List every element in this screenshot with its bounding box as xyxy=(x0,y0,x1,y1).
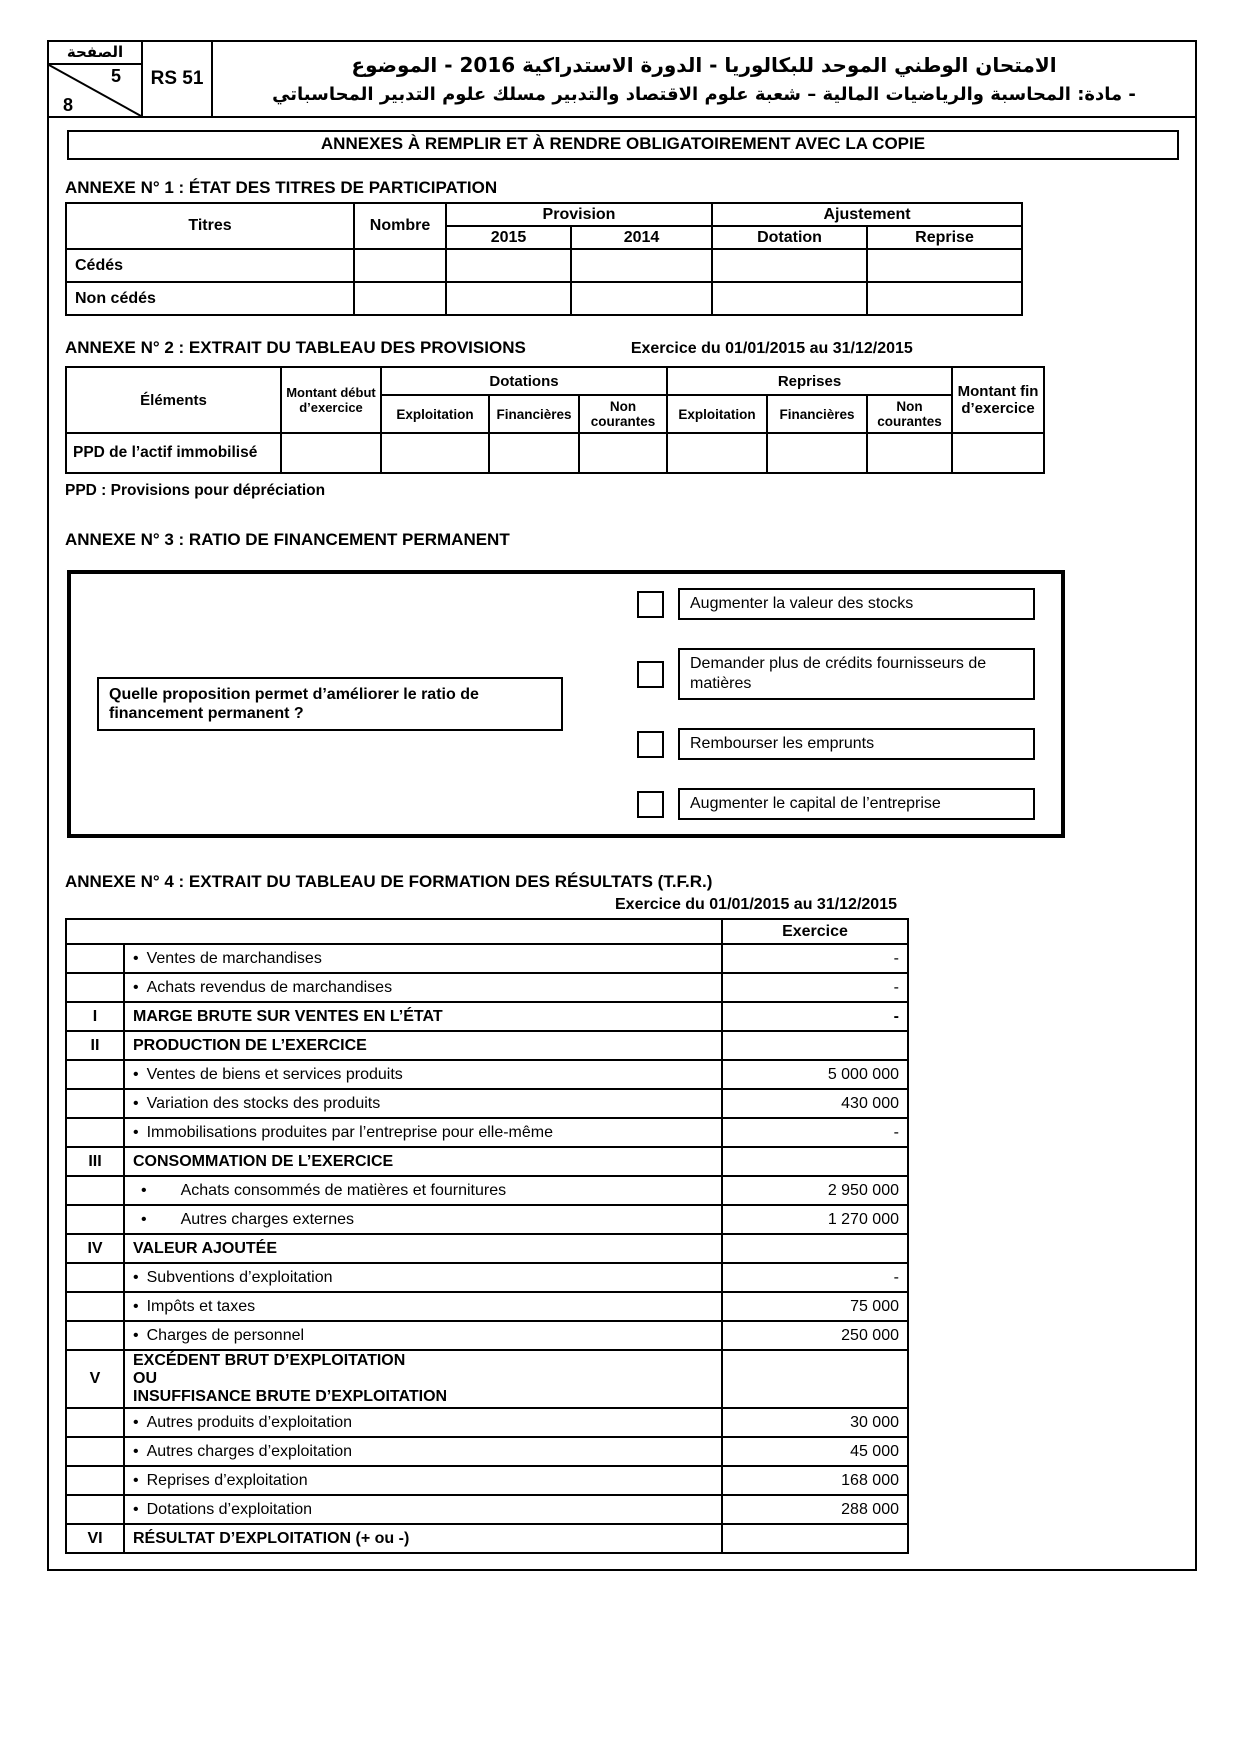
current-page-number: 5 xyxy=(110,66,121,86)
tfr-row xyxy=(66,1089,908,1118)
tfr-row xyxy=(66,1147,908,1176)
tfr-roman-numeral: VI xyxy=(66,1524,124,1553)
tfr-label: • Variation des stocks des produits xyxy=(124,1089,722,1118)
tfr-row xyxy=(66,1060,908,1089)
row-label-cedes: Cédés xyxy=(66,249,354,282)
tfr-value: - xyxy=(722,1002,908,1031)
col-reprise: Reprise xyxy=(867,226,1022,249)
col-nombre: Nombre xyxy=(354,203,446,249)
col-ajustement: Ajustement xyxy=(712,203,1022,226)
tfr-label: • Achats consommés de matières et fournitures xyxy=(124,1176,722,1205)
table-row xyxy=(66,282,1022,315)
annexes-banner: ANNEXES À REMPLIR ET À RENDRE OBLIGATOIREMENT AVEC LA COPIE xyxy=(67,130,1179,160)
ratio-option-row xyxy=(637,788,1035,820)
annexe4-period: Exercice du 01/01/2015 au 31/12/2015 xyxy=(615,896,897,913)
tfr-value xyxy=(722,1031,908,1060)
exam-title-line2: - مادة: المحاسبة والرياضيات المالية – شعبة علوم الاقتصاد والتدبير مسلك علوم التدبير المحاسباتي xyxy=(272,84,1136,105)
tfr-label: RÉSULTAT D’EXPLOITATION (+ ou -) xyxy=(124,1524,722,1553)
ratio-option-row xyxy=(637,648,1035,700)
tfr-row xyxy=(66,1002,908,1031)
page-content xyxy=(49,118,1195,1554)
fill-in-cell[interactable] xyxy=(571,249,712,282)
tfr-value: 250 000 xyxy=(722,1321,908,1350)
tfr-label: • Autres produits d’exploitation xyxy=(124,1408,722,1437)
tfr-roman-numeral: V xyxy=(66,1350,124,1408)
col-dotations-exploitation: Exploitation xyxy=(381,395,489,433)
exam-header xyxy=(49,42,1195,118)
tfr-value: 75 000 xyxy=(722,1292,908,1321)
col-reprises-exploitation: Exploitation xyxy=(667,395,767,433)
tfr-header-exercice: Exercice xyxy=(722,919,908,944)
fill-in-cell[interactable] xyxy=(579,433,667,473)
tfr-roman-numeral xyxy=(66,1321,124,1350)
col-reprises-financieres: Financières xyxy=(767,395,867,433)
tfr-value: 430 000 xyxy=(722,1089,908,1118)
tfr-roman-numeral xyxy=(66,1263,124,1292)
tfr-roman-numeral xyxy=(66,1118,124,1147)
tfr-roman-numeral xyxy=(66,1060,124,1089)
fill-in-cell[interactable] xyxy=(767,433,867,473)
ratio-option-label: Augmenter la valeur des stocks xyxy=(678,588,1035,620)
page-frame xyxy=(47,40,1197,1571)
tfr-roman-numeral xyxy=(66,1437,124,1466)
tfr-roman-numeral: IV xyxy=(66,1234,124,1263)
fill-in-cell[interactable] xyxy=(867,249,1022,282)
tfr-roman-numeral xyxy=(66,973,124,1002)
page-fraction xyxy=(49,65,141,116)
tfr-value xyxy=(722,1147,908,1176)
table-row xyxy=(66,249,1022,282)
tfr-label: • Dotations d’exploitation xyxy=(124,1495,722,1524)
tfr-roman-numeral xyxy=(66,944,124,973)
annexe3-title: ANNEXE N° 3 : RATIO DE FINANCEMENT PERMANENT xyxy=(65,530,510,549)
fill-in-cell[interactable] xyxy=(571,282,712,315)
tfr-row xyxy=(66,1118,908,1147)
fill-in-cell[interactable] xyxy=(952,433,1044,473)
tfr-value: 168 000 xyxy=(722,1466,908,1495)
col-dotations-non-courantes: Non courantes xyxy=(579,395,667,433)
col-2014: 2014 xyxy=(571,226,712,249)
tfr-value: 5 000 000 xyxy=(722,1060,908,1089)
col-dotation: Dotation xyxy=(712,226,867,249)
annexe2-period: Exercice du 01/01/2015 au 31/12/2015 xyxy=(630,340,913,357)
tfr-body xyxy=(66,944,908,1553)
tfr-value: 30 000 xyxy=(722,1408,908,1437)
total-pages-number: 8 xyxy=(63,95,74,115)
ratio-option-label: Augmenter le capital de l’entreprise xyxy=(678,788,1035,820)
tfr-label: • Autres charges d’exploitation xyxy=(124,1437,722,1466)
row-label-non-cedes: Non cédés xyxy=(66,282,354,315)
exam-title-block xyxy=(213,42,1195,116)
col-elements: Éléments xyxy=(66,367,281,433)
page-number-box xyxy=(49,42,143,116)
tfr-row xyxy=(66,1437,908,1466)
tfr-row xyxy=(66,1350,908,1408)
tfr-label: EXCÉDENT BRUT D’EXPLOITATION OU INSUFFISANCE BRUTE D’EXPLOITATION xyxy=(124,1350,722,1408)
fill-in-cell[interactable] xyxy=(446,282,571,315)
tfr-row xyxy=(66,1524,908,1553)
tfr-roman-numeral xyxy=(66,1292,124,1321)
tfr-label: • Ventes de marchandises xyxy=(124,944,722,973)
col-provision: Provision xyxy=(446,203,712,226)
provisions-table xyxy=(65,366,1045,474)
tfr-row xyxy=(66,1263,908,1292)
tfr-row xyxy=(66,1176,908,1205)
tfr-row xyxy=(66,1466,908,1495)
fill-in-cell[interactable] xyxy=(867,433,952,473)
annexe2-header-line xyxy=(65,338,1183,358)
ratio-question-pane xyxy=(71,574,631,834)
col-2015: 2015 xyxy=(446,226,571,249)
tfr-row xyxy=(66,1205,908,1234)
tfr-value: 2 950 000 xyxy=(722,1176,908,1205)
tfr-value: - xyxy=(722,1263,908,1292)
tfr-value: - xyxy=(722,944,908,973)
tfr-roman-numeral: II xyxy=(66,1031,124,1060)
ratio-option-checkbox[interactable] xyxy=(637,661,664,688)
tfr-label: • Impôts et taxes xyxy=(124,1292,722,1321)
ratio-question-box xyxy=(67,570,1065,838)
tfr-row xyxy=(66,1321,908,1350)
tfr-label: PRODUCTION DE L’EXERCICE xyxy=(124,1031,722,1060)
col-reprises-non-courantes: Non courantes xyxy=(867,395,952,433)
fill-in-cell[interactable] xyxy=(354,282,446,315)
col-dotations: Dotations xyxy=(381,367,667,395)
tfr-label: • Ventes de biens et services produits xyxy=(124,1060,722,1089)
tfr-row xyxy=(66,1408,908,1437)
tfr-row xyxy=(66,1031,908,1060)
table-row xyxy=(66,433,1044,473)
tfr-label: • Reprises d’exploitation xyxy=(124,1466,722,1495)
ratio-option-row xyxy=(637,588,1035,620)
tfr-header-empty xyxy=(66,919,722,944)
exam-code: RS 51 xyxy=(143,42,213,116)
tfr-label: • Charges de personnel xyxy=(124,1321,722,1350)
ratio-option-label: Rembourser les emprunts xyxy=(678,728,1035,760)
tfr-value: 45 000 xyxy=(722,1437,908,1466)
tfr-value xyxy=(722,1350,908,1408)
ratio-question: Quelle proposition permet d’améliorer le ratio de financement permanent ? xyxy=(97,677,563,731)
tfr-row xyxy=(66,944,908,973)
fill-in-cell[interactable] xyxy=(667,433,767,473)
tfr-table xyxy=(65,918,909,1554)
fill-in-cell[interactable] xyxy=(712,282,867,315)
ppd-footnote: PPD : Provisions pour dépréciation xyxy=(65,482,326,499)
tfr-label: • Immobilisations produites par l’entreprise pour elle-même xyxy=(124,1118,722,1147)
page-label: الصفحة xyxy=(49,42,141,65)
tfr-label: VALEUR AJOUTÉE xyxy=(124,1234,722,1263)
fill-in-cell[interactable] xyxy=(446,249,571,282)
fill-in-cell[interactable] xyxy=(281,433,381,473)
ratio-option-label: Demander plus de crédits fournisseurs de matières xyxy=(678,648,1035,700)
tfr-roman-numeral: III xyxy=(66,1147,124,1176)
tfr-label: CONSOMMATION DE L’EXERCICE xyxy=(124,1147,722,1176)
exam-title-line1: الامتحان الوطني الموحد للبكالوريا - الدورة الاستدراكية 2016 - الموضوع xyxy=(351,53,1057,77)
tfr-row xyxy=(66,1234,908,1263)
tfr-value: - xyxy=(722,973,908,1002)
annexe4-title: ANNEXE N° 4 : EXTRAIT DU TABLEAU DE FORMATION DES RÉSULTATS (T.F.R.) xyxy=(65,872,713,891)
tfr-roman-numeral xyxy=(66,1466,124,1495)
tfr-row xyxy=(66,1495,908,1524)
tfr-label: • Autres charges externes xyxy=(124,1205,722,1234)
ratio-option-checkbox[interactable] xyxy=(637,791,664,818)
fill-in-cell[interactable] xyxy=(381,433,489,473)
fill-in-cell[interactable] xyxy=(867,282,1022,315)
annexe2-title: ANNEXE N° 2 : EXTRAIT DU TABLEAU DES PROVISIONS xyxy=(65,338,526,357)
tfr-row xyxy=(66,973,908,1002)
ratio-options xyxy=(631,574,1061,834)
col-montant-fin: Montant fin d’exercice xyxy=(952,367,1044,433)
titres-participation-table xyxy=(65,202,1023,316)
tfr-roman-numeral xyxy=(66,1176,124,1205)
fill-in-cell[interactable] xyxy=(712,249,867,282)
tfr-label: • Subventions d’exploitation xyxy=(124,1263,722,1292)
col-dotations-financieres: Financières xyxy=(489,395,579,433)
tfr-value: 1 270 000 xyxy=(722,1205,908,1234)
tfr-roman-numeral: I xyxy=(66,1002,124,1031)
col-reprises: Reprises xyxy=(667,367,952,395)
tfr-label: • Achats revendus de marchandises xyxy=(124,973,722,1002)
tfr-label: MARGE BRUTE SUR VENTES EN L’ÉTAT xyxy=(124,1002,722,1031)
ratio-option-checkbox[interactable] xyxy=(637,591,664,618)
tfr-value: 288 000 xyxy=(722,1495,908,1524)
ratio-option-row xyxy=(637,728,1035,760)
annexe1-title: ANNEXE N° 1 : ÉTAT DES TITRES DE PARTICIPATION xyxy=(65,178,498,197)
tfr-header-row xyxy=(66,919,908,944)
tfr-row xyxy=(66,1292,908,1321)
fill-in-cell[interactable] xyxy=(354,249,446,282)
col-titres: Titres xyxy=(66,203,354,249)
tfr-value xyxy=(722,1234,908,1263)
row-label-ppd: PPD de l’actif immobilisé xyxy=(66,433,281,473)
tfr-roman-numeral xyxy=(66,1089,124,1118)
ratio-option-checkbox[interactable] xyxy=(637,731,664,758)
tfr-value: - xyxy=(722,1118,908,1147)
col-montant-debut: Montant début d’exercice xyxy=(281,367,381,433)
fill-in-cell[interactable] xyxy=(489,433,579,473)
tfr-roman-numeral xyxy=(66,1408,124,1437)
tfr-roman-numeral xyxy=(66,1495,124,1524)
tfr-roman-numeral xyxy=(66,1205,124,1234)
tfr-value xyxy=(722,1524,908,1553)
